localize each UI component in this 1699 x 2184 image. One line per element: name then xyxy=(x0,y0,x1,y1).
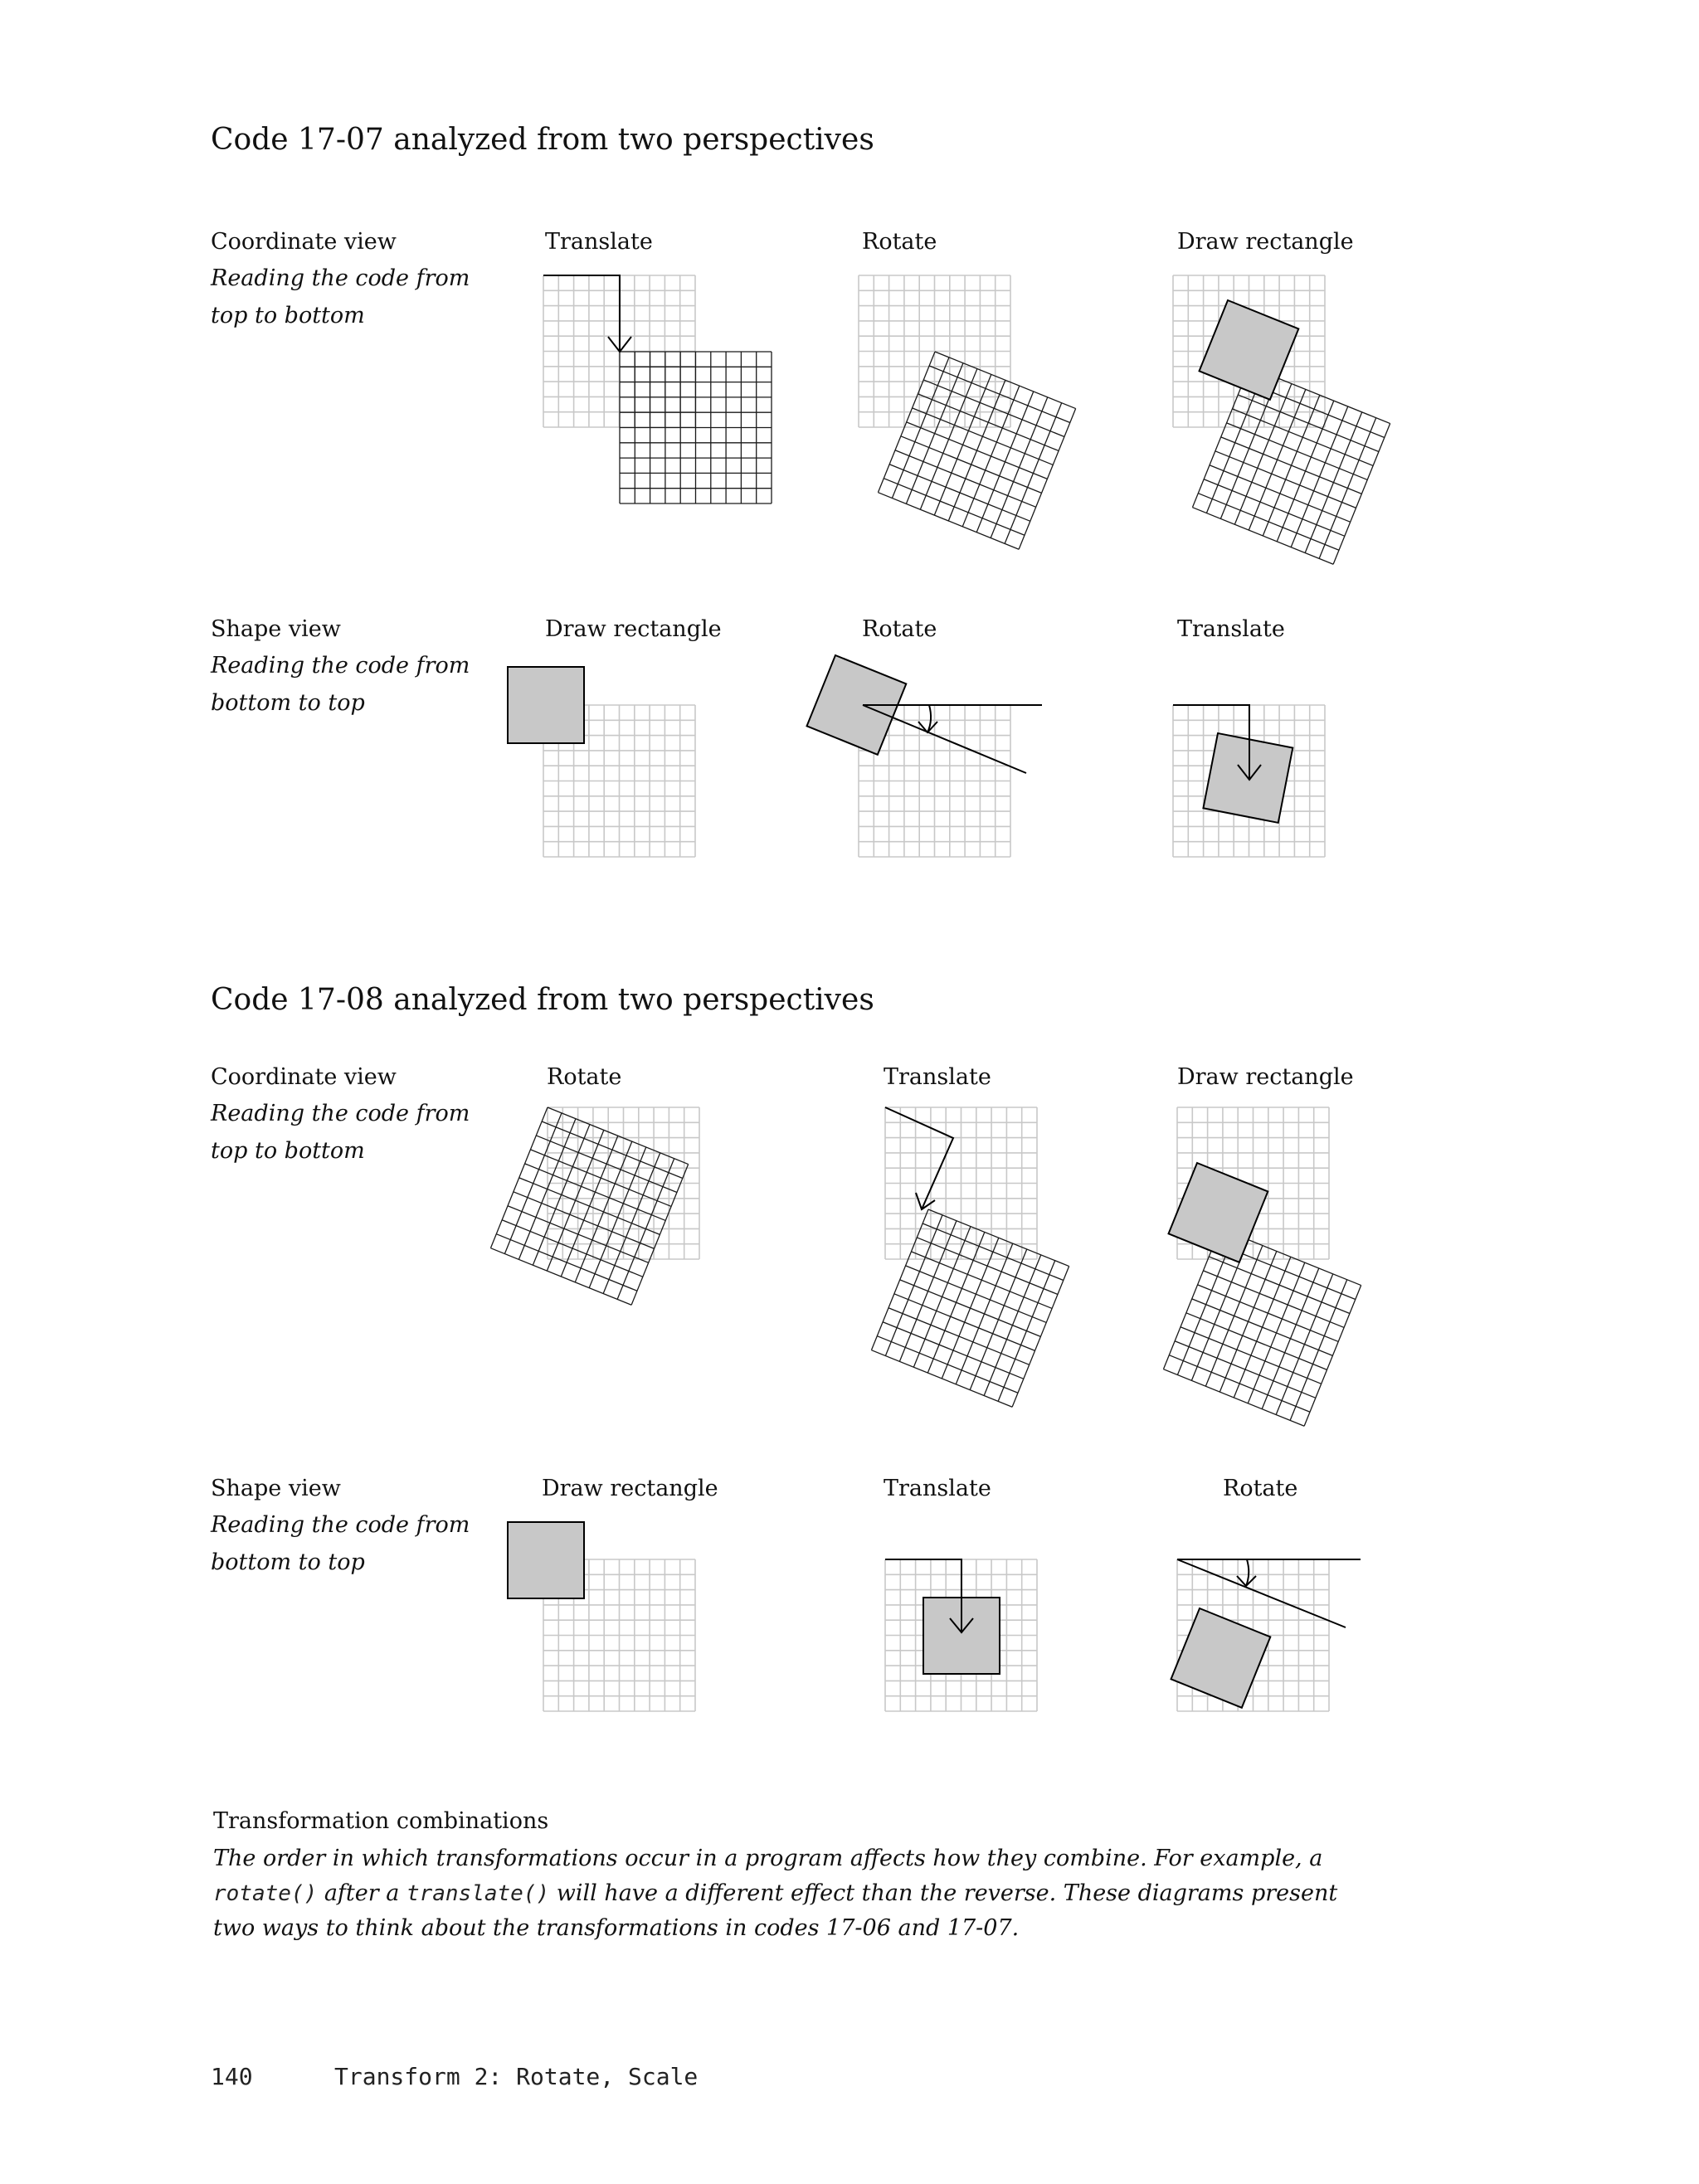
s1-cv-drawn-rectangle xyxy=(1200,300,1299,400)
s1-coordinate-view-subtitle-2: top to bottom xyxy=(211,303,365,328)
s1-sv-rotate-rotated-axis xyxy=(863,705,1026,773)
s1-cv-step-1-label: Translate xyxy=(545,229,653,255)
s2-sv-step-3-label: Rotate xyxy=(1223,1476,1298,1501)
section-1-title: Code 17-07 analyzed from two perspectives xyxy=(211,123,874,157)
s2-shape-view-subtitle-2: bottom to top xyxy=(211,1549,365,1575)
s1-shape-view-subtitle-2: bottom to top xyxy=(211,690,365,716)
s2-sv-rotate-arc xyxy=(1246,1559,1249,1586)
s2-cv-draw-rotated-grid xyxy=(1163,1228,1361,1426)
s2-cv-step-2-label: Translate xyxy=(884,1064,991,1090)
s2-sv-step-1-label: Draw rectangle xyxy=(542,1476,718,1501)
section-2-title: Code 17-08 analyzed from two perspectives xyxy=(211,983,874,1017)
s1-cv-step-2-label: Rotate xyxy=(862,229,937,255)
s2-cv-translate-base-grid xyxy=(885,1107,1037,1259)
s1-shape-view-subtitle-1: Reading the code from xyxy=(211,653,470,679)
caption-code-translate: translate() xyxy=(406,1881,550,1906)
s2-coordinate-view-subtitle-2: top to bottom xyxy=(211,1138,365,1164)
caption-title: Transformation combinations xyxy=(213,1808,549,1834)
s1-cv-rotate-base-grid xyxy=(859,275,1010,427)
page-number: 140 xyxy=(211,2063,253,2090)
s1-sv-step-1-label: Draw rectangle xyxy=(545,616,722,642)
caption-body xyxy=(213,1841,1375,1946)
s2-cv-step-1-label: Rotate xyxy=(547,1064,622,1090)
caption-text-2: after a xyxy=(324,1880,400,1906)
s1-sv-step-3-label: Translate xyxy=(1177,616,1285,642)
s1-coordinate-view-label: Coordinate view xyxy=(211,229,397,255)
s2-coordinate-view-label: Coordinate view xyxy=(211,1064,397,1090)
running-footer-chapter: Transform 2: Rotate, Scale xyxy=(334,2063,699,2090)
s1-cv-translate-arrow xyxy=(543,275,620,352)
caption-text-3: will have a different effect than the reverse. These diagrams present two ways to think about the transformations in codes 17-06 and 17-07. xyxy=(213,1880,1338,1941)
s1-coordinate-view-subtitle-1: Reading the code from xyxy=(211,265,470,291)
s2-cv-translate-moved-grid xyxy=(871,1209,1069,1407)
s1-cv-translate-moved-grid xyxy=(620,352,772,503)
caption-text-1: The order in which transformations occur in a program affects how they combine. For example, a xyxy=(213,1846,1323,1871)
s2-sv-rotated-rectangle xyxy=(1171,1608,1271,1708)
s2-sv-drawn-rectangle xyxy=(508,1522,584,1598)
caption-code-rotate: rotate() xyxy=(213,1881,318,1906)
s1-sv-drawn-rectangle xyxy=(508,667,584,743)
s1-shape-view-label: Shape view xyxy=(211,616,341,642)
s2-coordinate-view-subtitle-1: Reading the code from xyxy=(211,1101,470,1126)
s2-shape-view-label: Shape view xyxy=(211,1476,341,1501)
s1-sv-step-2-label: Rotate xyxy=(862,616,937,642)
s2-cv-step-3-label: Draw rectangle xyxy=(1177,1064,1354,1090)
s2-cv-rotate-rotated-grid xyxy=(490,1107,688,1305)
s1-cv-step-3-label: Draw rectangle xyxy=(1177,229,1354,255)
s2-shape-view-subtitle-1: Reading the code from xyxy=(211,1512,470,1538)
s2-sv-step-2-label: Translate xyxy=(884,1476,991,1501)
